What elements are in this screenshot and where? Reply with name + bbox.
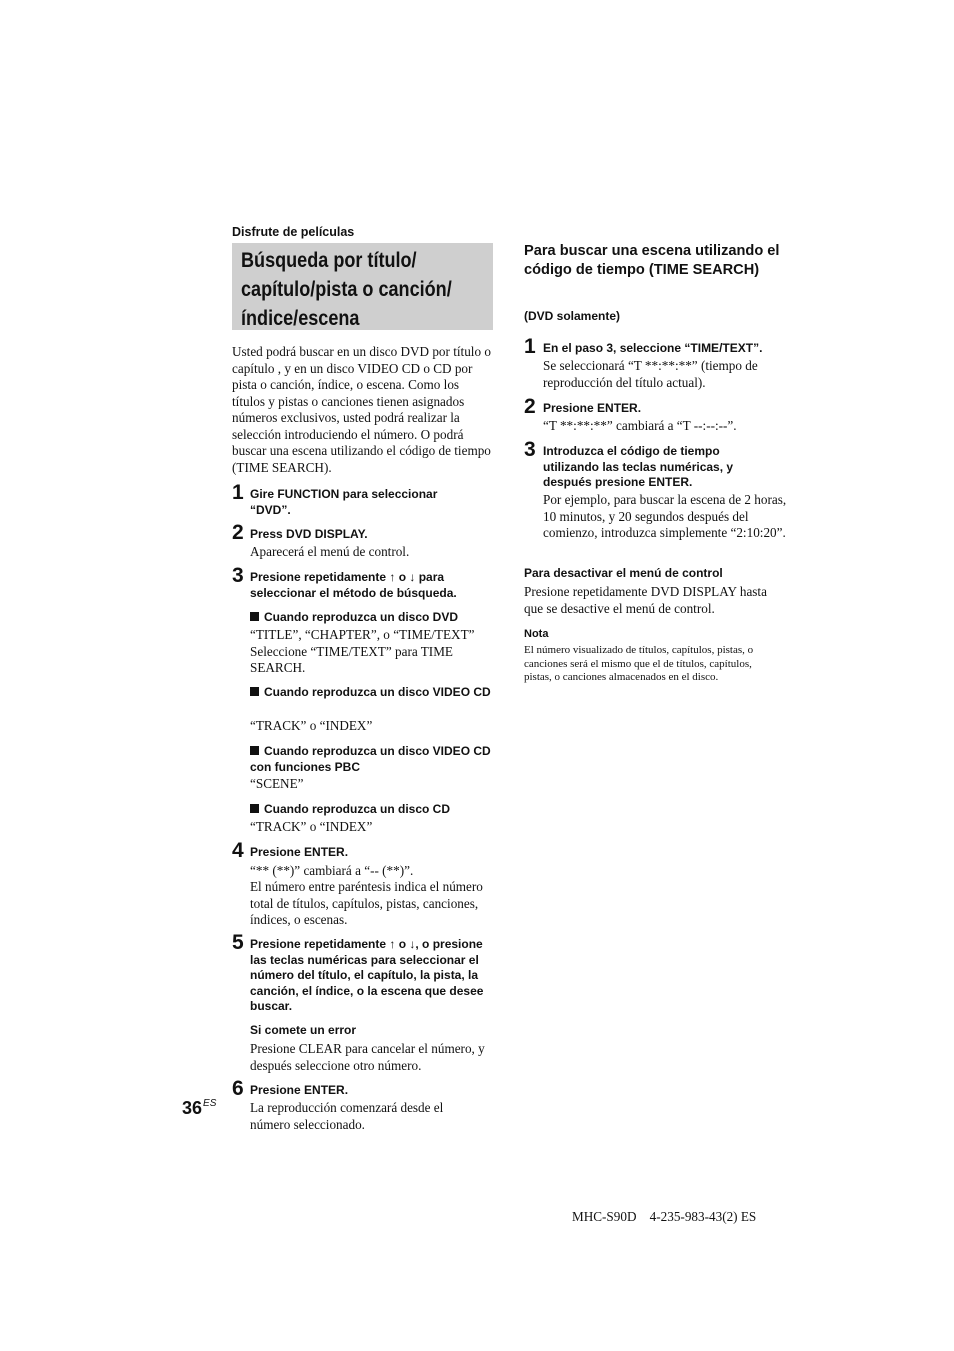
page-title-line: índice/escena [241,307,360,330]
step-number: 4 [232,839,244,862]
step-number: 3 [232,564,244,587]
page-number: $36^{ES}$ [182,1098,217,1118]
time-search-subtitle: (DVD solamente) [524,309,621,323]
step-number: 5 [232,931,244,954]
step-number: 2 [232,521,244,544]
case-body: “TRACK” o “INDEX” [250,718,373,733]
step-heading: Presione ENTER. [250,1083,349,1097]
page-title-box [232,243,493,330]
case-heading: Cuando reproduzca un disco VIDEO CD [250,685,495,701]
step-body: Aparecerá el menú de control. [250,544,410,559]
step-heading: Presione repetidamente ↑ o ↓, o presione las teclas numéricas para seleccionar el número del título, el capítulo, la pista, la canción, el índice, o la escena que desee buscar. [250,937,484,1013]
step-body: La reproducción comenzará desde el número seleccionado. [250,1100,444,1132]
step-heading: Press DVD DISPLAY. [250,527,368,541]
step-heading: Presione ENTER. [250,845,349,859]
step-heading: Gire FUNCTION para seleccionar “DVD”. [250,487,438,517]
step-body: El número entre paréntesis indica el número total de títulos, capítulos, pistas, canciones, índices, o escenas. [250,879,483,927]
square-bullet-icon [250,746,259,755]
case-heading: Cuando reproduzca un disco CD [250,802,495,818]
step-number: 6 [232,1077,244,1100]
step-number: 3 [524,438,536,461]
note-label: Nota [524,628,549,640]
square-bullet-icon [250,612,259,621]
error-heading: Si comete un error [250,1023,357,1037]
square-bullet-icon [250,804,259,813]
deactivate-body: Presione repetidamente DVD DISPLAY hasta que se desactive el menú de control. [524,584,767,616]
deactivate-heading: Para desactivar el menú de control [524,566,723,580]
case-body: “SCENE” [250,776,304,791]
page-title-line: capítulo/pista o canción/ [241,278,452,301]
step-number: 1 [524,335,536,358]
error-body: Presione CLEAR para cancelar el número, y después seleccione otro número. [250,1041,485,1073]
step-heading: En el paso 3, seleccione “TIME/TEXT”. [543,341,763,355]
step-body: Por ejemplo, para buscar la escena de 2 horas, 10 minutos, y 20 segundos después del comienzo, introduzca simplemente “2:10:20”. [543,492,787,540]
step-number: 1 [232,481,244,504]
page-title-line: Búsqueda por título/ [241,249,417,272]
case-heading: Cuando reproduzca un disco VIDEO CD con funciones PBC [250,744,491,774]
step-body: Se seleccionará “T **:**:**” (tiempo de reproducción del título actual). [543,358,758,390]
time-search-heading: Para buscar una escena utilizando el código de tiempo (TIME SEARCH) [524,243,780,278]
step-body: “T **:**:**” cambiará a “T --:--:--”. [543,418,737,433]
page-title [241,246,456,333]
square-bullet-icon [250,687,259,696]
step-heading: Presione repetidamente ↑ o ↓ para seleccionar el método de búsqueda. [250,570,457,600]
step-number: 2 [524,395,536,418]
step-body: “** (**)” cambiará a “-- (**)”. [250,863,414,878]
case-heading: Cuando reproduzca un disco DVD [250,610,495,626]
section-label: Disfrute de películas [232,225,355,239]
model-code: MHC-S90D 4-235-983-43(2) ES [572,1209,757,1224]
case-body: “TITLE”, “CHAPTER”, o “TIME/TEXT” Seleccione “TIME/TEXT” para TIME SEARCH. [250,627,475,675]
intro-paragraph: Usted podrá buscar en un disco DVD por título o capítulo , y en un disco VIDEO CD o CD por pista o canción, índice, o escena. Como los títulos y pistas o canciones tienen asignados números exclusivos, usted podrá realizar la selección introduciendo el número. O podrá buscar una escena utilizando el código de tiempo (TIME SEARCH). [232,344,491,475]
step-heading: Introduzca el código de tiempo utilizando las teclas numéricas, y después presione ENTER. [543,444,734,489]
step-heading: Presione ENTER. [543,401,642,415]
note-text: El número visualizado de títulos, capítulos, pistas, o canciones será el mismo que el de títulos, capítulos, pistas, o canciones almacenados en el disco. [524,644,754,683]
case-body: “TRACK” o “INDEX” [250,819,373,834]
